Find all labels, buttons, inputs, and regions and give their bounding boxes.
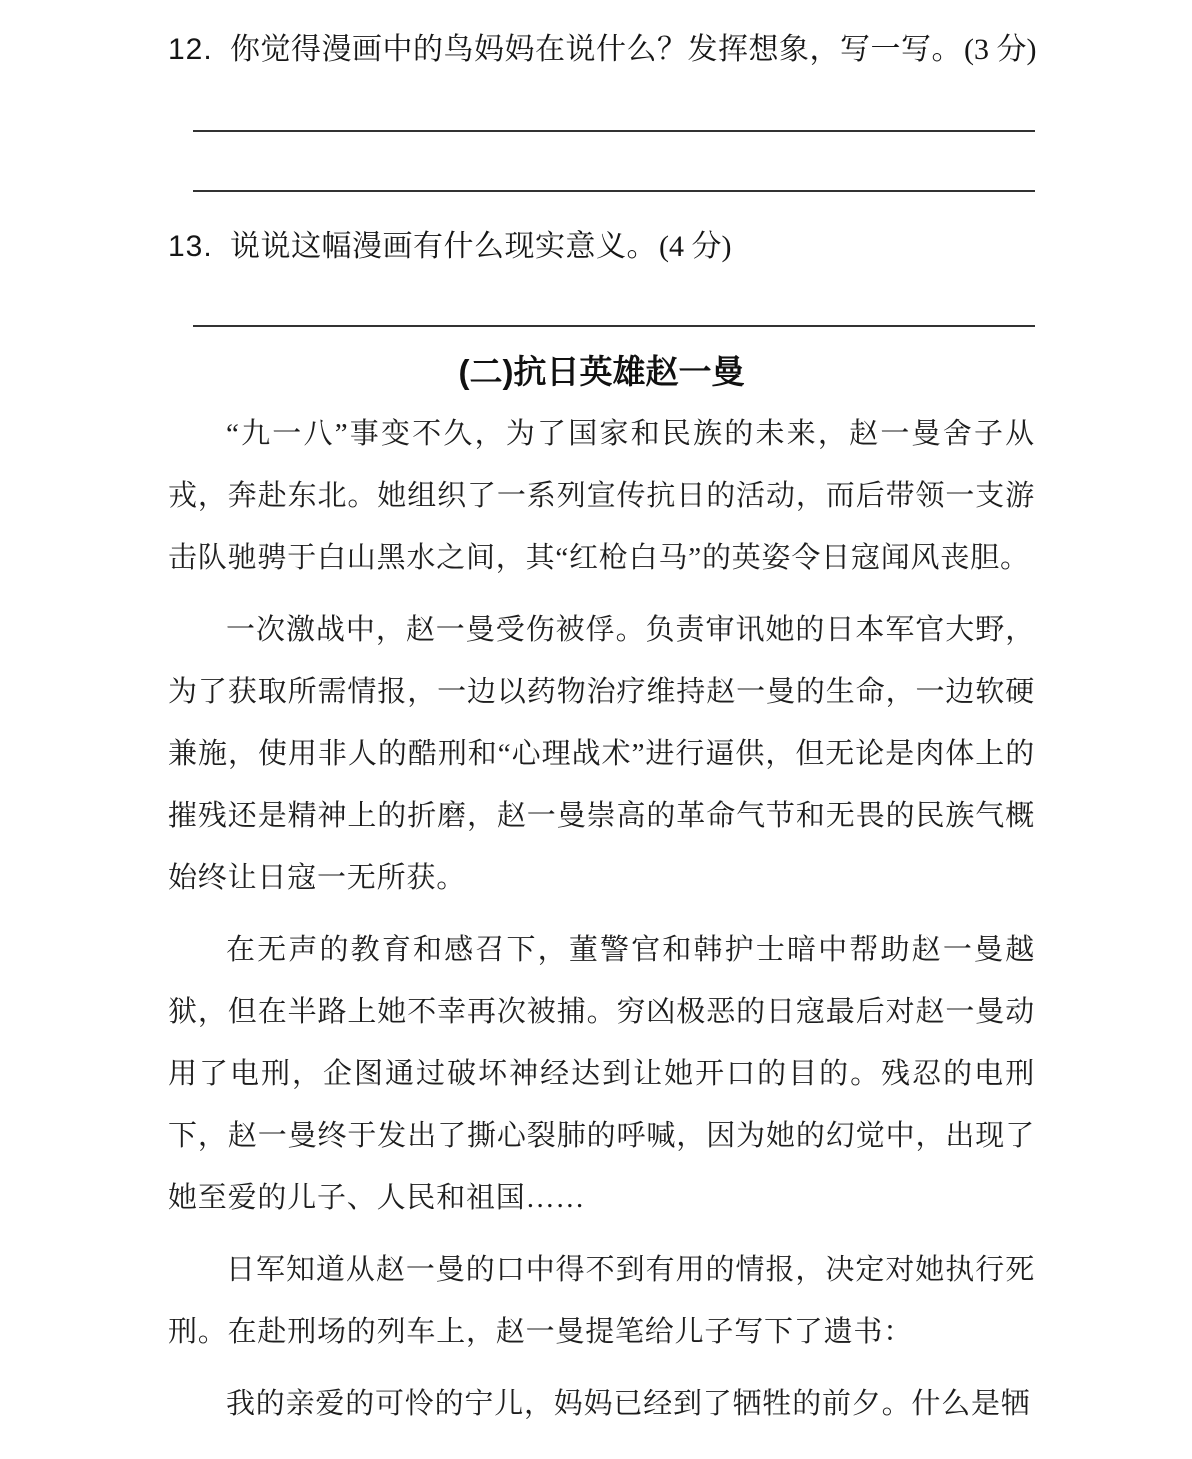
question-body xyxy=(230,28,1036,72)
passage-paragraph: 日军知道从赵一曼的口中得不到有用的情报，决定对她执行死刑。在赴刑场的列车上，赵一曼提笔给儿子写下了遗书： xyxy=(168,1254,1035,1348)
passage-paragraph: “九一八”事变不久，为了国家和民族的未来，赵一曼舍子从戎，奔赴东北。她组织了一系列宣传抗日的活动，而后带领一支游击队驰骋于白山黑水之间，其“红枪白马”的英姿令日寇闻风丧胆。 xyxy=(168,418,1035,574)
answer-blank-line xyxy=(193,72,1035,132)
question-13-block xyxy=(168,225,1035,327)
question-number: 13. xyxy=(168,230,213,263)
passage-paragraph: 在无声的教育和感召下，董警官和韩护士暗中帮助赵一曼越狱，但在半路上她不幸再次被捕。穷凶极恶的日寇最后对赵一曼动用了电刑，企图通过破坏神经达到让她开口的目的。残忍的电刑下，赵一曼终于发出了撕心裂肺的呼喊，因为她的幻觉中，出现了她至爱的儿子、人民和祖国…… xyxy=(168,934,1035,1214)
question-points: (3 分) xyxy=(964,33,1037,66)
question-12-block xyxy=(168,28,1035,192)
question-text: 你觉得漫画中的鸟妈妈在说什么？发挥想象，写一写。 xyxy=(230,33,962,66)
question-text: 说说这幅漫画有什么现实意义。 xyxy=(230,230,657,263)
answer-lines xyxy=(193,72,1035,192)
answer-blank-line xyxy=(193,269,1035,327)
question-12 xyxy=(168,28,1035,72)
page-content xyxy=(168,28,1035,1435)
question-points: (4 分) xyxy=(659,230,732,263)
question-13 xyxy=(168,225,1035,269)
question-body xyxy=(230,225,731,269)
question-number: 12. xyxy=(168,33,213,66)
passage-title: (二)抗日英雄赵一曼 xyxy=(458,353,745,390)
passage-paragraph: 一次激战中，赵一曼受伤被俘。负责审讯她的日本军官大野，为了获取所需情报，一边以药物治疗维持赵一曼的生命，一边软硬兼施，使用非人的酷刑和“心理战术”进行逼供，但无论是肉体上的摧残还是精神上的折磨，赵一曼崇高的革命气节和无畏的民族气概始终让日寇一无所获。 xyxy=(168,614,1035,894)
reading-passage xyxy=(168,349,1035,1435)
passage-paragraphs xyxy=(168,403,1035,1435)
answer-blank-line xyxy=(193,132,1035,192)
passage-paragraph: 我的亲爱的可怜的宁儿，妈妈已经到了牺牲的前夕。什么是牺 xyxy=(226,1388,1031,1420)
answer-lines xyxy=(193,269,1035,327)
